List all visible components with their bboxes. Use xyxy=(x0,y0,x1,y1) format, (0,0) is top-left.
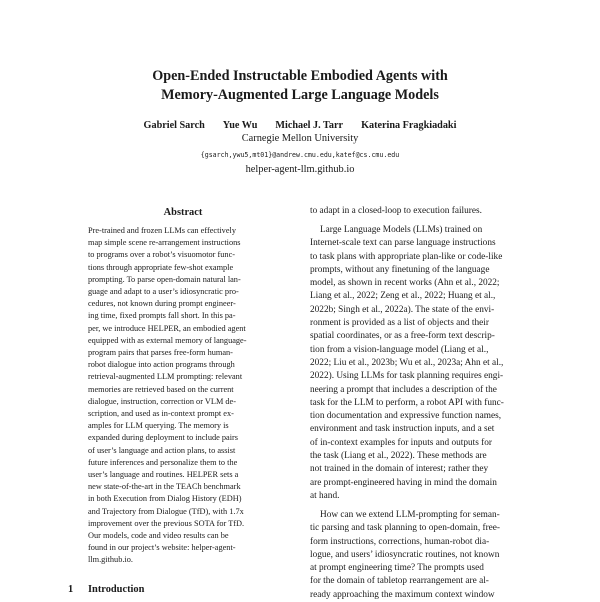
text-line: amples for LLM querying. The memory is xyxy=(88,421,229,431)
text-line: spatial coordinates, or as a free-form text descrip- xyxy=(310,331,495,342)
text-line: in both Execution from Dialog History (EDH) xyxy=(88,494,242,504)
project-website-link[interactable]: helper-agent-llm.github.io xyxy=(245,164,355,175)
text-line: robot dialogue into action programs through xyxy=(88,360,235,370)
text-line: to programs over a robot’s visuomotor func- xyxy=(88,250,236,260)
text-line: dialogue, instruction, correction or VLM de- xyxy=(88,396,236,406)
text-line: map simple scene re-arrangement instructions xyxy=(88,238,241,248)
text-line: How can we extend LLM-prompting for seman- xyxy=(320,510,500,520)
abstract-text xyxy=(88,225,278,567)
abstract-heading: Abstract xyxy=(163,207,203,218)
text-line: 2022; Liu et al., 2023b; Wu et al., 2023a; Ahn et al., xyxy=(310,357,504,368)
author-name: Michael J. Tarr xyxy=(275,120,344,131)
author-name: Yue Wu xyxy=(222,120,258,131)
text-line: the task (Liang et al., 2022). These methods are xyxy=(310,451,487,462)
text-line: tion from a vision-language model (Liang et al., xyxy=(310,344,489,355)
intro-paragraph-question xyxy=(310,509,532,602)
text-line: prompting. To parse open-domain natural lan- xyxy=(88,274,241,284)
section-heading xyxy=(68,583,144,597)
text-line: prompts, without any finetuning of the language xyxy=(310,264,490,275)
text-line: at prompt engineering time? The prompts used xyxy=(310,563,484,574)
text-line: user’s language and routines. HELPER sets a xyxy=(88,470,239,480)
text-line: llm.github.io. xyxy=(88,555,133,565)
text-line: future inferences and personalize them to the xyxy=(88,457,238,467)
text-line: neering a prompt that includes a description of the xyxy=(310,384,497,395)
text-line: for the domain of tabletop rearrangement are al- xyxy=(310,576,489,587)
text-line: tion documentation and expressive function names, xyxy=(310,411,502,422)
intro-paragraph-llms xyxy=(310,224,532,503)
text-line: guage and adapt to a user’s idiosyncratic pro- xyxy=(88,287,239,297)
author-name: Katerina Fragkiadaki xyxy=(361,120,457,131)
section-title: Introduction xyxy=(88,584,145,595)
title-line: Memory-Augmented Large Language Models xyxy=(161,87,439,103)
text-line: new state-of-the-art in the TEACh benchmark xyxy=(88,482,241,492)
title-line: Open-Ended Instructable Embodied Agents with xyxy=(152,68,448,84)
text-line: to adapt in a closed-loop to execution failures. xyxy=(310,206,482,216)
intro-paragraph-end xyxy=(310,205,532,218)
text-line: Pre-trained and frozen LLMs can effectively xyxy=(88,226,236,235)
text-line: and Trajectory from Dialogue (TfD), with 1.7x xyxy=(88,506,244,516)
text-line: Large Language Models (LLMs) trained on xyxy=(320,225,483,235)
text-line: environment and task instruction inputs, and a set xyxy=(310,424,495,435)
paper-title xyxy=(0,67,600,105)
text-line: improvement over the previous SOTA for TfD. xyxy=(88,518,245,528)
text-line: logue, and users’ idiosyncratic routines, not known xyxy=(310,549,500,560)
section-number: 1 xyxy=(68,584,74,595)
text-line: ronment is provided as a list of objects and their xyxy=(310,318,489,329)
text-line: not trained in the domain of interest; rather they xyxy=(310,464,489,475)
author-list xyxy=(0,119,600,133)
text-line: Our models, code and video results can be xyxy=(88,531,229,541)
text-line: found in our project’s website: helper-agent- xyxy=(88,543,236,553)
text-line: of in-context examples for inputs and outputs for xyxy=(310,437,493,448)
text-line: cedures, not known during prompt engineer- xyxy=(88,299,236,309)
text-line: 2022b; Singh et al., 2022a). The state of the envi- xyxy=(310,304,495,315)
text-line: scription, and used as in-context prompt ex- xyxy=(88,409,234,419)
text-line: form instructions, corrections, human-robot dia- xyxy=(310,536,490,547)
text-line: program pairs that parses free-form human- xyxy=(88,348,233,358)
text-line: Internet-scale text can parse language instructions xyxy=(310,238,496,249)
author-emails: {gsarch,ywu5,mt01}@andrew.cmu.edu,katef@cs.cmu.edu xyxy=(200,151,400,159)
text-line: Liang et al., 2022; Zeng et al., 2022; Huang et al., xyxy=(310,291,496,302)
text-line: ready approaching the maximum context window xyxy=(310,589,495,600)
text-line: task for the LLM to perform, a robot API with func- xyxy=(310,397,504,408)
text-line: to task plans with appropriate plan-like or code-like xyxy=(310,251,503,262)
text-line: expanded during deployment to include pairs xyxy=(88,433,238,443)
affiliation: Carnegie Mellon University xyxy=(241,133,359,144)
text-line: are prompt-engineered having in mind the domain xyxy=(310,477,497,488)
author-name: Gabriel Sarch xyxy=(143,120,205,131)
text-line: tic parsing and task planning to open-domain, free- xyxy=(310,523,501,534)
text-line: equipped with as external memory of language- xyxy=(88,335,247,345)
text-line: tions through appropriate few-shot example xyxy=(88,262,234,272)
text-line: at hand. xyxy=(310,490,340,501)
text-line: model, as shown in recent works (Ahn et al., 2022; xyxy=(310,278,500,289)
text-line: per, we introduce HELPER, an embodied agent xyxy=(88,323,246,333)
text-line: 2022). Using LLMs for task planning requires engi- xyxy=(310,371,504,382)
text-line: of user’s language and action plans, to assist xyxy=(88,445,236,455)
text-line: retrieval-augmented LLM prompting: relevant xyxy=(88,372,243,382)
text-line: memories are retrieved based on the current xyxy=(88,384,234,394)
text-line: ing time, fixed prompts fall short. In this pa- xyxy=(88,311,236,321)
